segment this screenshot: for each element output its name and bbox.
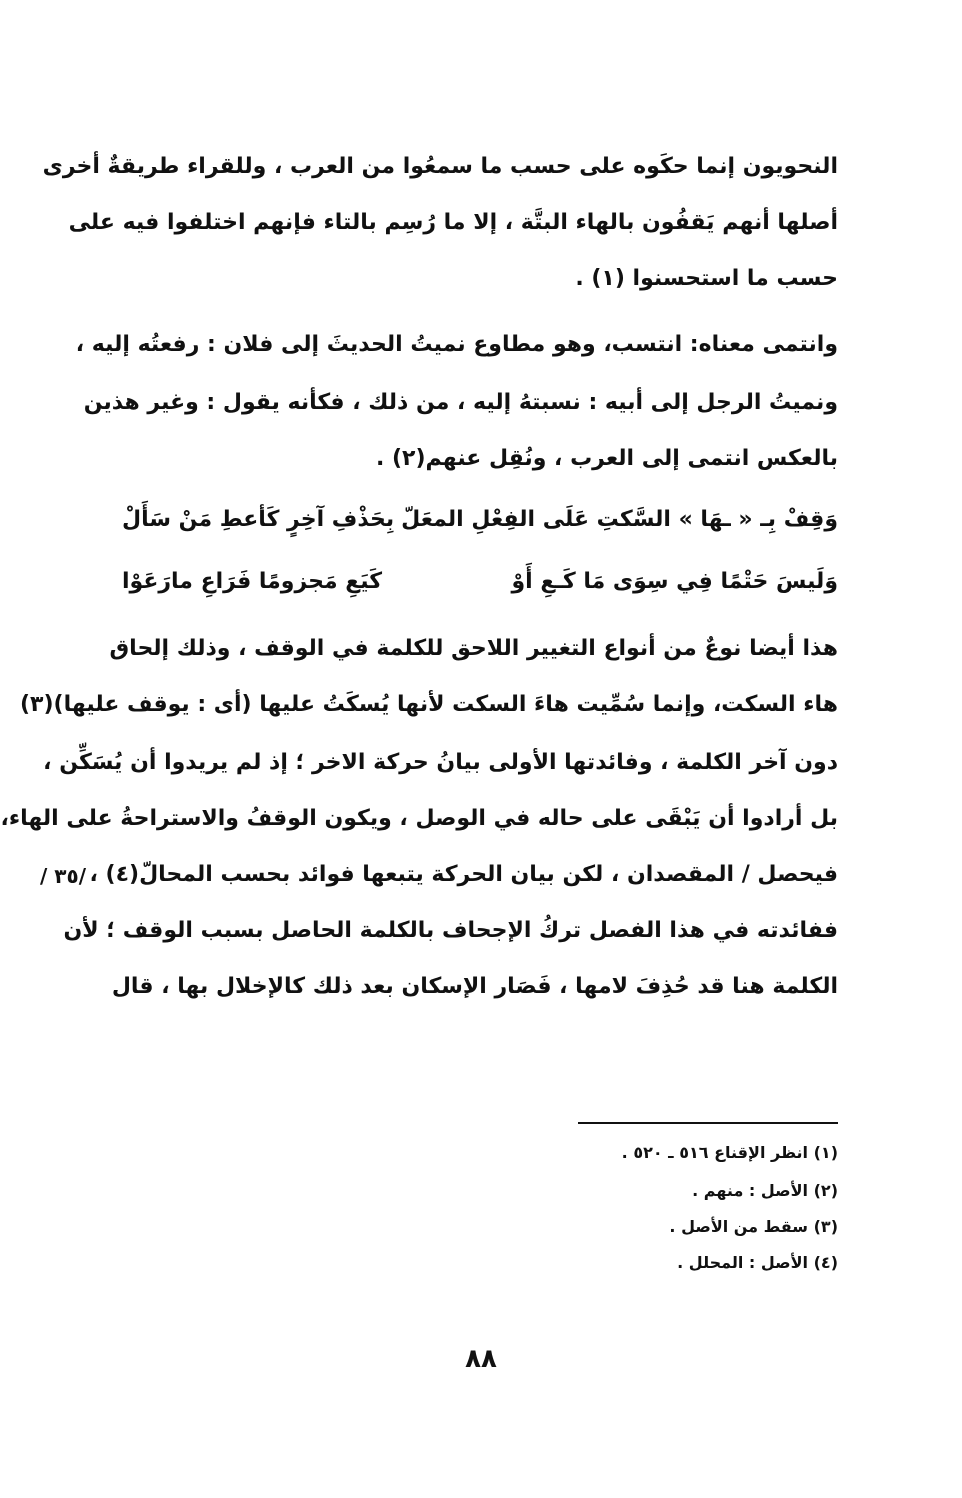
footnote: (١) انظر الإقناع ٥١٦ ـ ٥٢٠ . [621,1143,838,1162]
footnote: (٢) الأصل : منهم . [692,1181,838,1200]
text-line: فيحصل / المقصدان ، لكن بيان الحركة يتبعها فوائد بحسب المحالّ(٤) ، [89,862,838,887]
margin-folio-note: /٣٥ / [40,864,87,888]
footnote: (٣) سقط من الأصل . [669,1217,838,1236]
text-line: ففائدته في هذا الفصل تركُ الإجحاف بالكلمة الحاصل بسبب الوقف ؛ لأن [63,918,838,943]
footnote: (٤) الأصل : المحلل . [677,1253,838,1272]
verse-line [122,500,838,540]
verse-second-hemistich: بِحَذْفِ آخِرٍ كَأعطِ مَنْ سَأَلْ [122,507,395,532]
text-line: وانتمى معناه: انتسب، وهو مطاوع نميتُ الحديثَ إلى فلان : رفعتُه إليه ، [75,332,838,357]
text-line: دون آخر الكلمة ، وفائدتها الأولى بيانُ حركة الاخر ؛ إذ لم يريدوا أن يُسَكِّن ، [43,750,838,775]
text-line: هاء السكت، وإنما سُمِّيت هاءَ السكت لأنها يُسكَتُ عليها (أى : يوقف عليها)(٣) [19,692,838,717]
text-line: النحويون إنما حكَوه على حسب ما سمعُوا من العرب ، وللقراء طريقةٌ أخرى [42,154,838,179]
text-line: حسب ما استحسنوا (١) . [575,266,838,291]
verse-second-hemistich: كَيَعِ مَجزومًا فَرَاعِ مارَعَوْا [122,569,383,594]
verse-first-hemistich: وَلَيسَ حَتْمًا فِي سِوَى مَا كَـعِ أَوْ [511,569,838,594]
verse-line [122,562,838,602]
text-line: بل أرادوا أن يَبْقَى على حاله في الوصل ، ويكون الوقفُ والاستراحةُ على الهاء، [0,806,838,831]
text-line: بالعكس انتمى إلى العرب ، ونُقِل عنهم(٢) . [375,446,838,471]
footnote-separator [578,1122,838,1124]
verse-first-hemistich: وَقِفْ بِـ « ـهَا » السَّكتِ عَلَى الفِعْلِ المعَلّ [401,507,838,532]
text-line: ونميتُ الرجل إلى أبيه : نسبتهُ إليه ، من ذلك ، فكأنه يقول : وغير هذين [83,390,838,415]
text-line: أصلها أنهم يَقفُون بالهاء البتَّة ، إلا ما رُسِم بالتاء فإنهم اختلفوا فيه على [68,210,838,235]
text-line: الكلمة هنا قد حُذِفَ لامها ، فَصَار الإسكان بعد ذلك كالإخلال بها ، قال [111,974,838,999]
page-number: ٨٨ [465,1344,497,1374]
text-line: هذا أيضا نوعٌ من أنواع التغيير اللاحق للكلمة في الوقف ، وذلك إلحاق [109,636,838,661]
